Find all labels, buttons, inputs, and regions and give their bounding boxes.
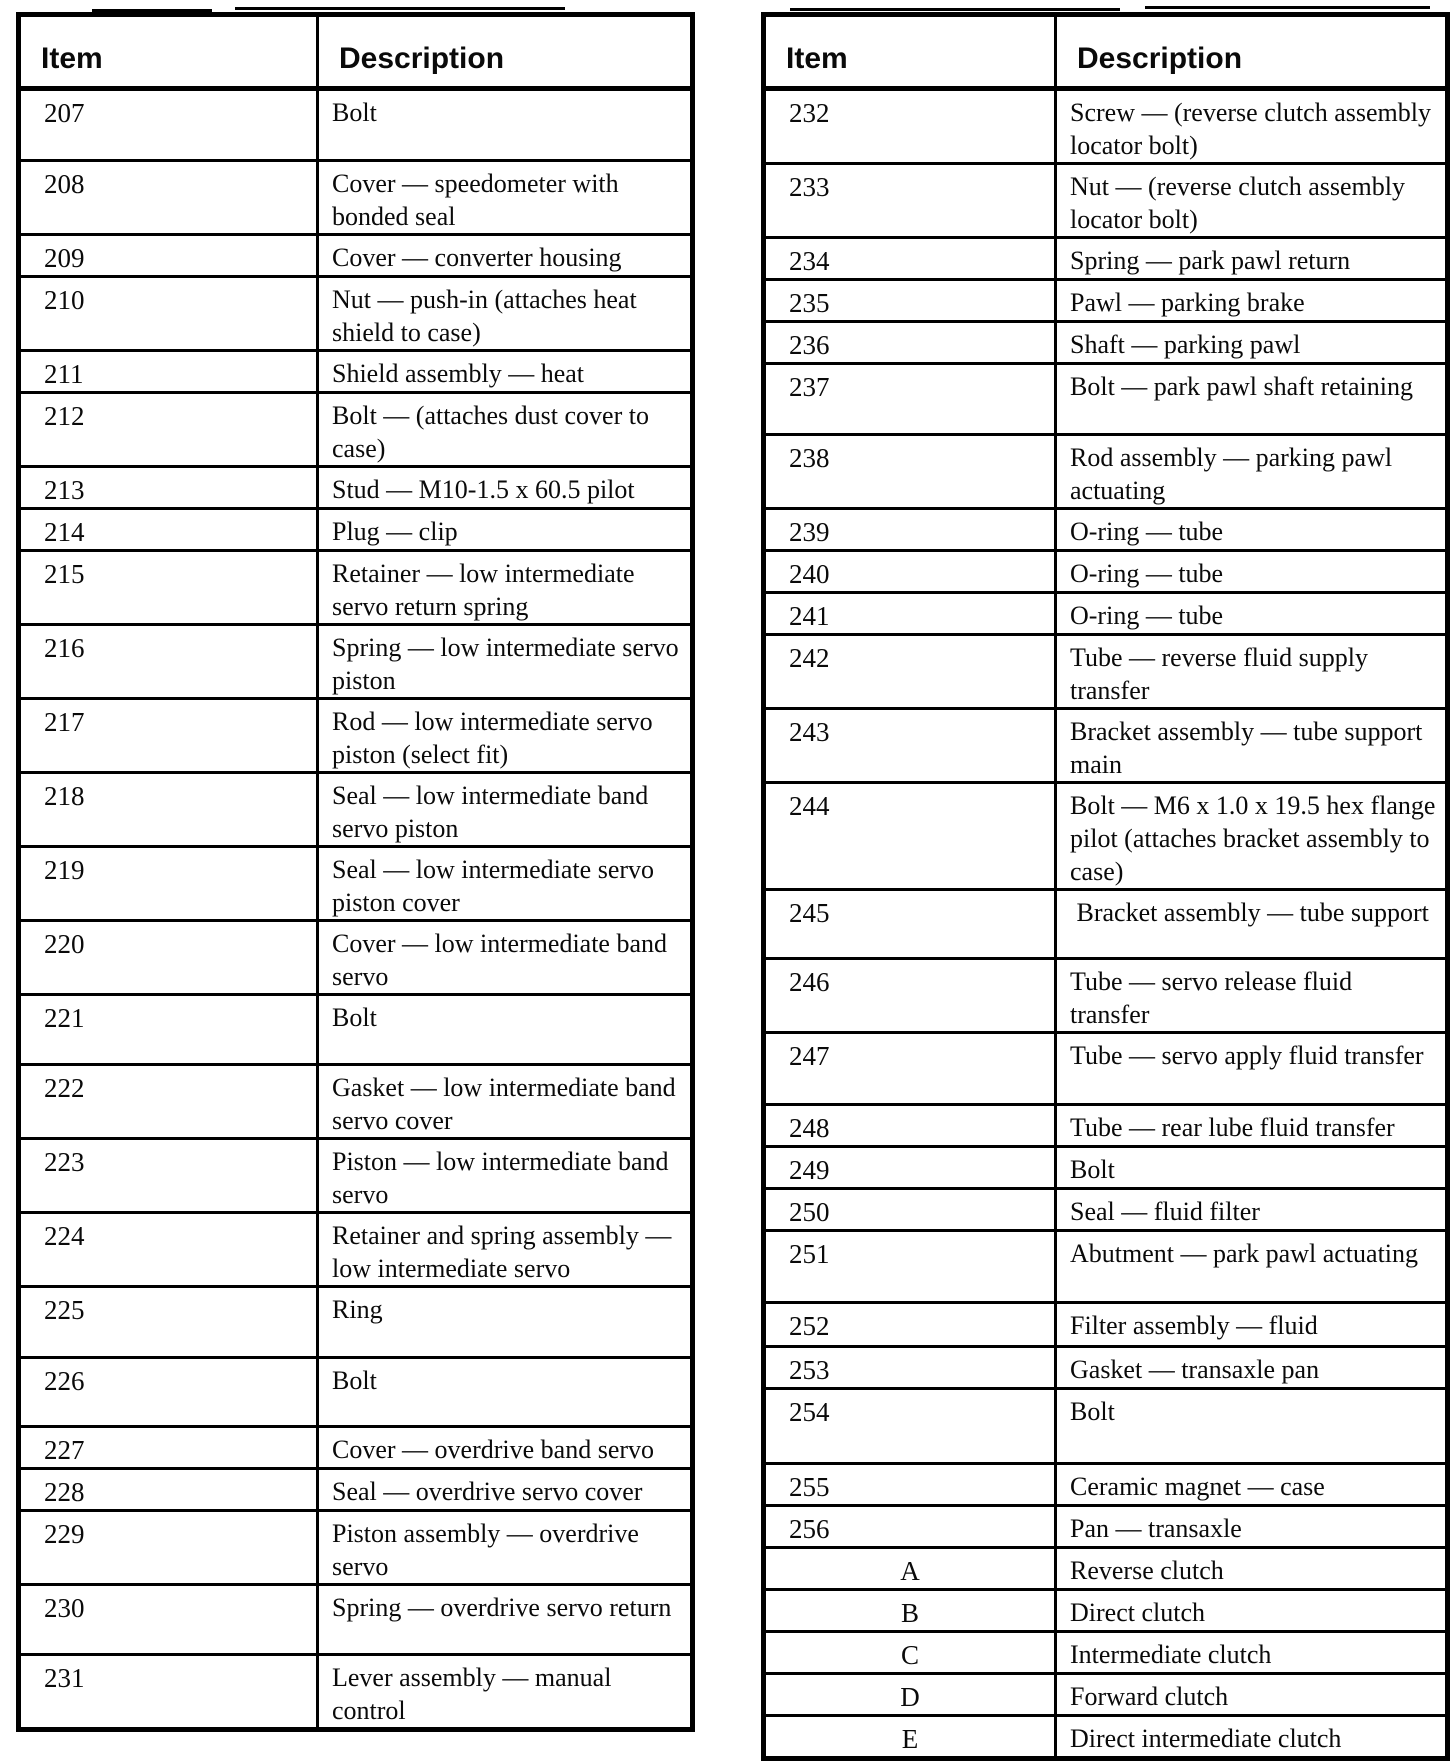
description-cell: Lever assembly — manual control [318,1655,693,1730]
item-cell: 210 [19,277,318,351]
table-row [764,1231,1448,1303]
parts-table-right [761,12,1450,1761]
table-row [764,280,1448,322]
table-row [19,1358,693,1427]
item-cell: 216 [19,625,318,699]
item-cell: 228 [19,1469,318,1511]
table-row [764,1674,1448,1716]
description-cell: Bolt [318,1358,693,1427]
description-cell: Tube — servo apply fluid transfer [1056,1033,1448,1105]
table-row [19,1585,693,1655]
description-cell: Stud — M10-1.5 x 60.5 pilot [318,467,693,509]
table-row [764,1548,1448,1590]
description-cell: Cover — overdrive band servo [318,1427,693,1469]
description-cell: Screw — (reverse clutch assembly locator bolt) [1056,89,1448,164]
item-cell: A [764,1548,1056,1590]
description-cell: Bolt [318,995,693,1065]
scan-artifact-line [790,8,1120,11]
table-row [764,890,1448,959]
item-cell: 222 [19,1065,318,1139]
table-row [19,1139,693,1213]
description-cell: Bolt — (attaches dust cover to case) [318,393,693,467]
table-row [19,699,693,773]
item-cell: 252 [764,1303,1056,1347]
item-cell: 241 [764,593,1056,635]
item-cell: 248 [764,1105,1056,1147]
header-row [19,15,693,89]
description-cell: Cover — low intermediate band servo [318,921,693,995]
item-cell: 243 [764,709,1056,783]
description-cell: Direct intermediate clutch [1056,1716,1448,1759]
item-cell: 251 [764,1231,1056,1303]
table-row [764,551,1448,593]
item-cell: 255 [764,1464,1056,1506]
item-cell: 217 [19,699,318,773]
table-row [764,322,1448,364]
description-cell: Seal — overdrive servo cover [318,1469,693,1511]
item-cell: 215 [19,551,318,625]
table-row [19,1065,693,1139]
scan-artifact-line [1145,6,1430,9]
description-cell: Pan — transaxle [1056,1506,1448,1548]
description-cell: Ring [318,1287,693,1358]
table-row [19,1655,693,1730]
description-cell: Gasket — transaxle pan [1056,1347,1448,1389]
description-cell: Spring — overdrive servo return [318,1585,693,1655]
table-row [19,1287,693,1358]
table-row [19,625,693,699]
item-cell: 209 [19,235,318,277]
item-cell: 233 [764,164,1056,238]
table-row [19,921,693,995]
description-cell: Tube — servo release fluid transfer [1056,959,1448,1033]
description-cell: Bolt [318,89,693,161]
item-cell: 214 [19,509,318,551]
table-row [764,164,1448,238]
table-row [764,1147,1448,1189]
description-cell: Shaft — parking pawl [1056,322,1448,364]
table-row [764,709,1448,783]
description-cell: Abutment — park pawl actuating [1056,1231,1448,1303]
item-cell: B [764,1590,1056,1632]
description-column-header: Description [1056,15,1448,89]
description-cell: Bolt — park pawl shaft retaining [1056,364,1448,435]
item-cell: 254 [764,1389,1056,1464]
item-cell: 212 [19,393,318,467]
item-cell: 225 [19,1287,318,1358]
table-row [764,364,1448,435]
table-row [764,1590,1448,1632]
table-row [19,1427,693,1469]
item-cell: 208 [19,161,318,235]
description-cell: Seal — low intermediate band servo piston [318,773,693,847]
table-row [19,1511,693,1585]
table-row [19,467,693,509]
table-row [764,238,1448,280]
item-cell: 207 [19,89,318,161]
description-cell: Filter assembly — fluid [1056,1303,1448,1347]
description-cell: Retainer and spring assembly — low intermediate servo [318,1213,693,1287]
item-cell: E [764,1716,1056,1759]
item-cell: 223 [19,1139,318,1213]
item-cell: D [764,1674,1056,1716]
table-row [764,1033,1448,1105]
description-cell: Bracket assembly — tube support main [1056,709,1448,783]
item-cell: 229 [19,1511,318,1585]
description-cell: O-ring — tube [1056,593,1448,635]
description-cell: Bracket assembly — tube support [1056,890,1448,959]
description-cell: O-ring — tube [1056,509,1448,551]
table-row [764,89,1448,164]
table-row [764,1389,1448,1464]
item-cell: 234 [764,238,1056,280]
table-row [19,351,693,393]
item-cell: 256 [764,1506,1056,1548]
table-row [19,509,693,551]
description-cell: Piston assembly — overdrive servo [318,1511,693,1585]
table-row [764,1303,1448,1347]
description-cell: Nut — push-in (attaches heat shield to case) [318,277,693,351]
description-cell: Cover — converter housing [318,235,693,277]
table-row [764,1464,1448,1506]
description-cell: Nut — (reverse clutch assembly locator bolt) [1056,164,1448,238]
parts-table-left [16,12,695,1732]
item-cell: 221 [19,995,318,1065]
description-cell: Spring — low intermediate servo piston [318,625,693,699]
description-cell: Bolt [1056,1147,1448,1189]
description-column-header: Description [318,15,693,89]
item-cell: 226 [19,1358,318,1427]
description-cell: Cover — speedometer with bonded seal [318,161,693,235]
item-cell: 247 [764,1033,1056,1105]
item-cell: 237 [764,364,1056,435]
table-row [764,593,1448,635]
description-cell: Ceramic magnet — case [1056,1464,1448,1506]
description-cell: Spring — park pawl return [1056,238,1448,280]
table-row [19,89,693,161]
table-row [764,509,1448,551]
description-cell: Direct clutch [1056,1590,1448,1632]
item-cell: 245 [764,890,1056,959]
item-cell: 250 [764,1189,1056,1231]
table-row [764,1347,1448,1389]
item-cell: 244 [764,783,1056,890]
item-cell: 239 [764,509,1056,551]
table-row [19,847,693,921]
description-cell: Gasket — low intermediate band servo cover [318,1065,693,1139]
table-row [19,995,693,1065]
item-cell: 231 [19,1655,318,1730]
table-row [764,1632,1448,1674]
table-row [19,235,693,277]
description-cell: Plug — clip [318,509,693,551]
item-cell: 240 [764,551,1056,593]
description-cell: Bolt [1056,1389,1448,1464]
description-cell: Reverse clutch [1056,1548,1448,1590]
table-row [19,1469,693,1511]
description-cell: Retainer — low intermediate servo return spring [318,551,693,625]
scan-artifact-line [235,7,565,10]
table-row [19,277,693,351]
description-cell: O-ring — tube [1056,551,1448,593]
item-cell: 224 [19,1213,318,1287]
item-cell: 238 [764,435,1056,509]
item-cell: 236 [764,322,1056,364]
item-cell: 227 [19,1427,318,1469]
description-cell: Bolt — M6 x 1.0 x 19.5 hex flange pilot (attaches bracket assembly to case) [1056,783,1448,890]
table-row [19,393,693,467]
item-cell: 253 [764,1347,1056,1389]
table-row [19,773,693,847]
item-cell: C [764,1632,1056,1674]
item-cell: 249 [764,1147,1056,1189]
item-cell: 220 [19,921,318,995]
description-cell: Rod assembly — parking pawl actuating [1056,435,1448,509]
item-cell: 219 [19,847,318,921]
table-row [764,1189,1448,1231]
table-row [764,435,1448,509]
description-cell: Pawl — parking brake [1056,280,1448,322]
item-cell: 232 [764,89,1056,164]
table-row [764,783,1448,890]
item-cell: 211 [19,351,318,393]
header-row [764,15,1448,89]
description-cell: Shield assembly — heat [318,351,693,393]
description-cell: Tube — rear lube fluid transfer [1056,1105,1448,1147]
table-row [19,551,693,625]
description-cell: Seal — low intermediate servo piston cover [318,847,693,921]
description-cell: Seal — fluid filter [1056,1189,1448,1231]
item-column-header: Item [19,15,318,89]
item-cell: 235 [764,280,1056,322]
table-row [764,1506,1448,1548]
table-row [764,1105,1448,1147]
parts-table-left-body [19,89,693,1730]
item-cell: 213 [19,467,318,509]
table-row [19,1213,693,1287]
description-cell: Rod — low intermediate servo piston (select fit) [318,699,693,773]
description-cell: Piston — low intermediate band servo [318,1139,693,1213]
description-cell: Forward clutch [1056,1674,1448,1716]
table-row [19,161,693,235]
description-cell: Intermediate clutch [1056,1632,1448,1674]
item-cell: 246 [764,959,1056,1033]
item-cell: 230 [19,1585,318,1655]
item-cell: 218 [19,773,318,847]
item-column-header: Item [764,15,1056,89]
item-cell: 242 [764,635,1056,709]
table-row [764,959,1448,1033]
tables-row [16,12,1450,1761]
parts-table-right-body [764,89,1448,1759]
description-cell: Tube — reverse fluid supply transfer [1056,635,1448,709]
table-row [764,635,1448,709]
